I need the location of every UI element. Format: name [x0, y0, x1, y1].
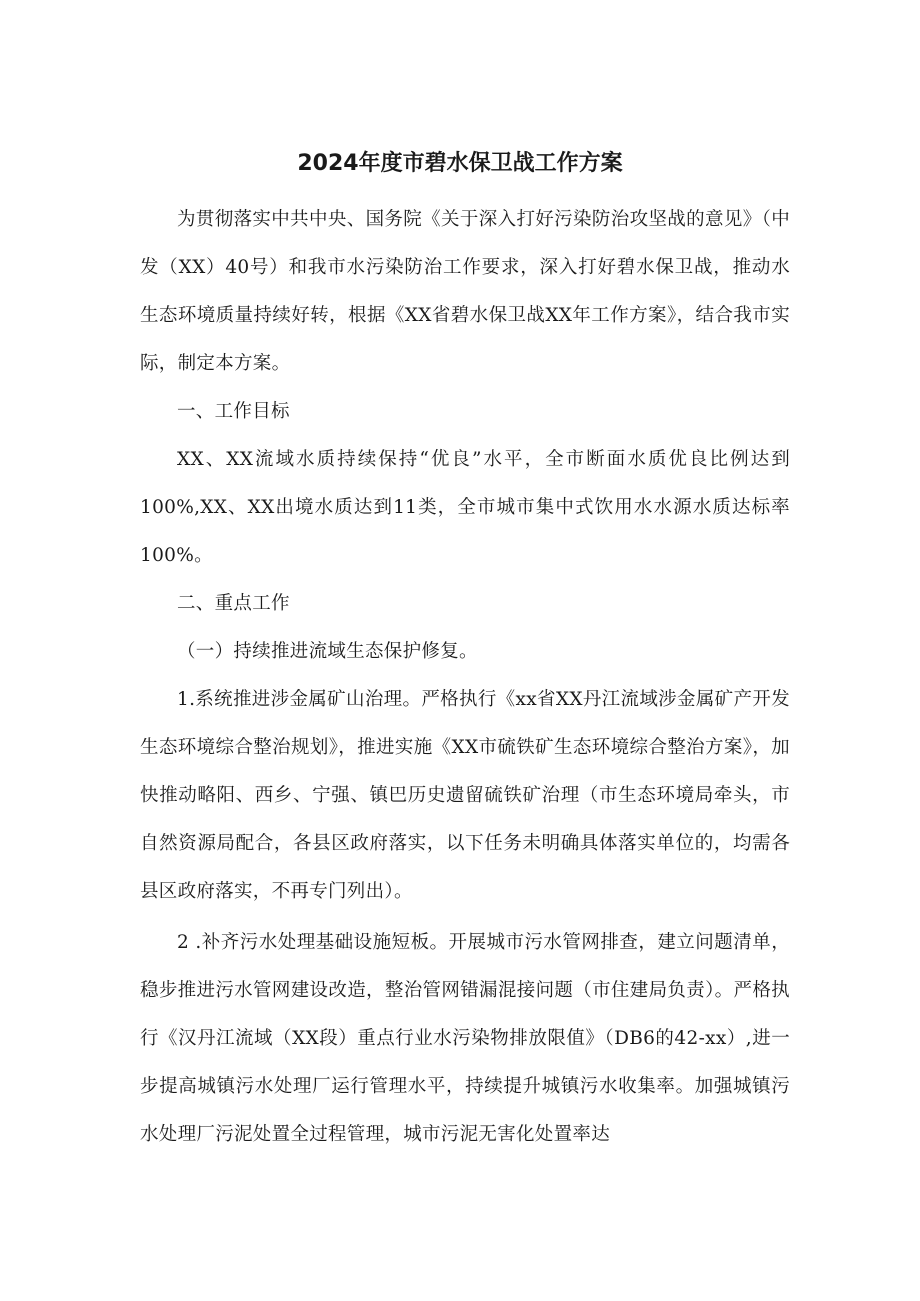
subsection-heading-ecology: （一）持续推进流域生态保护修复。 [177, 641, 478, 662]
section-heading-key-work: 二、重点工作 [177, 593, 290, 614]
item-1-paragraph: 1.系统推进涉金属矿山治理。严格执行《xx省XX丹江流域涉金属矿产开发生态环境综合整治规划》，推进实施《XX市硫铁矿生态环境综合整治方案》，加快推动略阳、西乡、宁强、镇巴历史遗留硫铁矿治理（市生态环境局牵头，市自然资源局配合，各县区政府落实，以下任务未明确具体落实单位的，均需各县区政府落实，不再专门列出）。 [140, 689, 790, 902]
document-title: 2024年度市碧水保卫战工作方案 [297, 151, 623, 176]
goals-paragraph: XX、XX流域水质持续保持“优良”水平，全市断面水质优良比例达到100%,XX、XX出境水质达到11类，全市城市集中式饮用水水源水质达标率100%。 [140, 449, 790, 566]
intro-paragraph: 为贯彻落实中共中央、国务院《关于深入打好污染防治攻坚战的意见》（中发（XX）40号）和我市水污染防治工作要求，深入打好碧水保卫战，推动水生态环境质量持续好转，根据《XX省碧水保卫战XX年工作方案》，结合我市实际，制定本方案。 [140, 209, 790, 374]
document-body [140, 196, 790, 1159]
section-heading-goals: 一、工作目标 [177, 401, 290, 422]
item-2-paragraph: 2 .补齐污水处理基础设施短板。开展城市污水管网排查，建立问题清单，稳步推进污水管网建设改造，整治管网错漏混接问题（市住建局负责）。严格执行《汉丹江流域（XX段）重点行业水污染物排放限值》（DB6的42-xx）,进一步提高城镇污水处理厂运行管理水平，持续提升城镇污水收集率。加强城镇污水处理厂污泥处置全过程管理，城市污泥无害化处置率达 [140, 932, 790, 1145]
